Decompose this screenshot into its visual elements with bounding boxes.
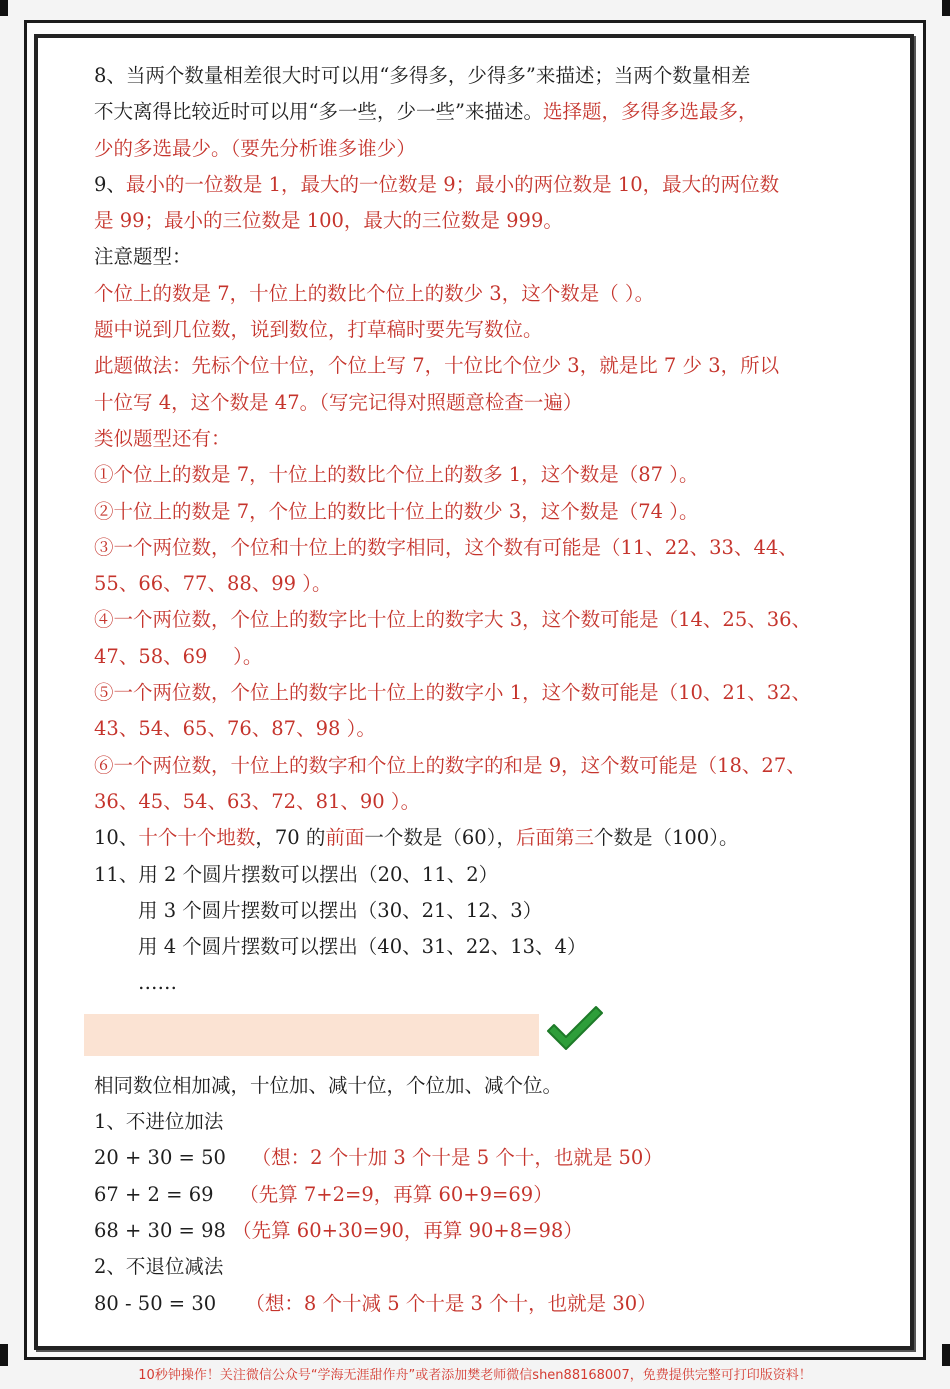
document-body — [94, 58, 864, 1322]
text-line — [94, 421, 864, 457]
text-line — [94, 820, 864, 856]
text-line — [94, 131, 864, 167]
text-line — [94, 94, 864, 130]
text-line — [94, 1286, 864, 1322]
text-line — [94, 639, 864, 675]
rule-text: 相同数位相加减，十位加、减十位，个位加、减个位。 — [94, 1073, 563, 1097]
text-line — [94, 1140, 864, 1176]
note-text: 一个数是（60）， — [364, 826, 516, 850]
text-line — [94, 1177, 864, 1213]
example-item: ④一个两位数，个位上的数字比十位上的数字大 3，这个数可能是（14、25、36、 — [94, 608, 812, 632]
example-item: ⑥一个两位数，十位上的数字和个位上的数字的和是 9，这个数可能是（18、27、 — [94, 753, 806, 777]
example-item: ⑤一个两位数，个位上的数字比十位上的数字小 1，这个数可能是（10、21、32、 — [94, 681, 812, 705]
text-line — [94, 530, 864, 566]
equation: 68 + 30 = 98 — [94, 1218, 233, 1242]
text-line — [94, 385, 864, 421]
question-text: 个位上的数是 7，十位上的数比个位上的数少 3，这个数是（ ）。 — [94, 281, 655, 305]
text-line — [94, 1213, 864, 1249]
highlight-text: 前面 — [325, 826, 365, 850]
example-item: ①个位上的数是 7，十位上的数比个位上的数多 1，这个数是（87 ）。 — [94, 463, 699, 487]
example-item: 36、45、54、63、72、81、90 ）。 — [94, 789, 421, 813]
text-line — [94, 276, 864, 312]
corner-mark-top-left — [0, 0, 8, 16]
note-text: 用 4 个圆片摆数可以摆出（40、31、22、13、4） — [138, 935, 587, 959]
tip-text: 题中说到几位数，说到数位，打草稿时要先写数位。 — [94, 318, 543, 342]
text-line — [94, 457, 864, 493]
note-text: 用 3 个圆片摆数可以摆出（30、21、12、3） — [138, 898, 543, 922]
equation: 80 - 50 = 30 — [94, 1291, 256, 1315]
text-line — [94, 893, 864, 929]
corner-mark-top-right — [942, 0, 950, 16]
subheading: 注意题型： — [94, 245, 192, 269]
text-line — [94, 602, 864, 638]
example-item: 43、54、65、76、87、98 ）。 — [94, 717, 376, 741]
text-line — [94, 929, 864, 965]
text-line — [94, 203, 864, 239]
note-number: 10、 — [94, 826, 139, 850]
method-text: 此题做法：先标个位十位，个位上写 7，十位比个位少 3，就是比 7 少 3，所以 — [94, 354, 780, 378]
text-line — [94, 167, 864, 203]
text-line — [94, 784, 864, 820]
text-line — [94, 675, 864, 711]
subheading: 1、不进位加法 — [94, 1110, 224, 1134]
text-line — [94, 566, 864, 602]
text-line — [94, 857, 864, 893]
section-header — [94, 1006, 864, 1066]
text-line — [94, 239, 864, 275]
text-line — [94, 965, 864, 1001]
highlight-text: 后面第三 — [515, 826, 594, 850]
highlight-text: 选择题，多得多选最多， — [542, 100, 758, 124]
example-item: ②十位上的数是 7，个位上的数比十位上的数少 3，这个数是（74 ）。 — [94, 499, 699, 523]
note-number: 9、 — [94, 172, 126, 196]
subheading: 类似题型还有： — [94, 426, 231, 450]
text-line — [94, 711, 864, 747]
subheading: 2、不退位减法 — [94, 1255, 224, 1279]
highlight-text: 十个十个地数 — [138, 826, 256, 850]
method-text: 十位写 4，这个数是 47。（写完记得对照题意检查一遍） — [94, 390, 583, 414]
text-line — [94, 494, 864, 530]
text-line — [94, 348, 864, 384]
text-line — [94, 312, 864, 348]
text-line — [94, 58, 864, 94]
corner-mark-bottom-right — [942, 1344, 950, 1366]
example-item: 47、58、69 ）。 — [94, 644, 263, 668]
note-text: 个数是（100）。 — [593, 826, 739, 850]
example-item: 55、66、77、88、99 ）。 — [94, 572, 332, 596]
equation: 20 + 30 = 50 — [94, 1146, 252, 1170]
highlight-text: 少的多选最少。（要先分析谁多谁少） — [94, 136, 416, 160]
text-line — [94, 748, 864, 784]
explanation-text: （先算 60+30=90，再算 90+8=98） — [232, 1218, 583, 1242]
highlight-text: 是 99；最小的三位数是 100，最大的三位数是 999。 — [94, 209, 563, 233]
text-line — [94, 1249, 864, 1285]
text-line — [94, 1068, 864, 1104]
ellipsis: …… — [138, 971, 177, 995]
footer-promo-text: 10秒钟操作！关注微信公众号“学海无涯甜作舟”或者添加樊老师微信shen88168007，免费提供完整可打印版资料！ — [138, 1368, 812, 1383]
example-item: ③一个两位数，个位和十位上的数字相同，这个数有可能是（11、22、33、44、 — [94, 535, 798, 559]
highlight-text: 最小的一位数是 1，最大的一位数是 9；最小的两位数是 10，最大的两位数 — [125, 172, 780, 196]
text-line — [94, 1104, 864, 1140]
note-text: ，70 的 — [255, 826, 326, 850]
equation: 67 + 2 = 69 — [94, 1182, 240, 1206]
explanation-text: （想：2 个十加 3 个十是 5 个十，也就是 50） — [251, 1146, 663, 1170]
note-8-text: 8、当两个数量相差很大时可以用“多得多，少得多”来描述；当两个数量相差 — [94, 64, 751, 87]
corner-mark-bottom-left — [0, 1344, 8, 1366]
explanation-text: （想：8 个十减 5 个十是 3 个十，也就是 30） — [255, 1291, 657, 1315]
note-8-text: 不大离得比较近时可以用“多一些，少一些”来描述。 — [94, 100, 543, 124]
check-mark-icon — [544, 1003, 606, 1057]
note-text: 11、用 2 个圆片摆数可以摆出（20、11、2） — [94, 862, 499, 886]
explanation-text: （先算 7+2=9，再算 60+9=69） — [239, 1182, 553, 1206]
section-highlight-bar — [84, 1014, 539, 1056]
